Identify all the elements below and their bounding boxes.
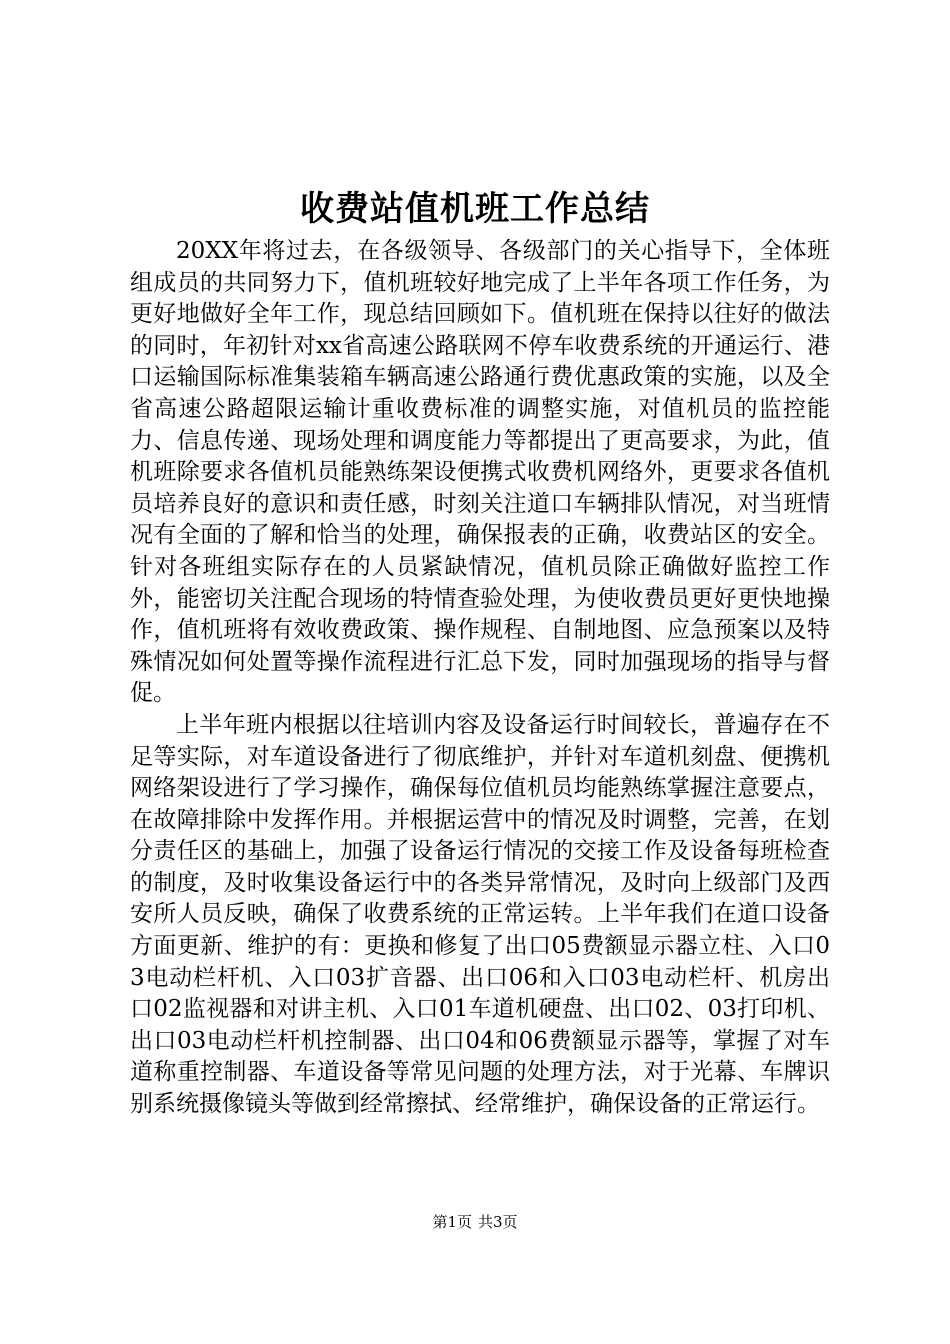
document-title: 收费站值机班工作总结 xyxy=(300,189,650,229)
page-number: 第1页 xyxy=(432,1213,472,1231)
document-body xyxy=(130,236,830,1121)
page-footer xyxy=(0,1212,950,1232)
page-count: 共3页 xyxy=(478,1213,518,1231)
paragraph-2: 上半年班内根据以往培训内容及设备运行时间较长，普遍存在不足等实际，对车道设备进行了彻底维护，并针对车道机刻盘、便携机网络架设进行了学习操作，确保每位值机员均能熟练掌握注意要点，在故障排除中发挥作用。并根据运营中的情况及时调整，完善，在划分责任区的基础上，加强了设备运行情况的交接工作及设备每班检查的制度，及时收集设备运行中的各类异常情况，及时向上级部门及西安所人员反映，确保了收费系统的正常运转。上半年我们在道口设备方面更新、维护的有：更换和修复了出口05费额显示器立柱、入口03电动栏杆机、入口03扩音器、出口06和入口03电动栏杆、机房出口02监视器和对讲主机、入口01车道机硬盘、出口02、03打印机、出口03电动栏杆机控制器、出口04和06费额显示器等，掌握了对车道称重控制器、车道设备等常见问题的处理方法，对于光幕、车牌识别系统摄像镜头等做到经常擦拭、经常维护，确保设备的正常运行。 xyxy=(130,711,830,1118)
paragraph-1: 20XX年将过去，在各级领导、各级部门的关心指导下，全体班组成员的共同努力下，值机班较好地完成了上半年各项工作任务，为更好地做好全年工作，现总结回顾如下。值机班在保持以往好的做法的同时，年初针对xx省高速公路联网不停车收费系统的开通运行、港口运输国际标准集装箱车辆高速公路通行费优惠政策的实施，以及全省高速公路超限运输计重收费标准的调整实施，对值机员的监控能力、信息传递、现场处理和调度能力等都提出了更高要求，为此，值机班除要求各值机员能熟练架设便携式收费机网络外，更要求各值机员培养良好的意识和责任感，时刻关注道口车辆排队情况，对当班情况有全面的了解和恰当的处理，确保报表的正确，收费站区的安全。针对各班组实际存在的人员紧缺情况，值机员除正确做好监控工作外，能密切关注配合现场的特情查验处理，为使收费员更好更快地操作，值机班将有效收费政策、操作规程、自制地图、应急预案以及特殊情况如何处置等操作流程进行汇总下发，同时加强现场的指导与督促。 xyxy=(130,238,830,707)
